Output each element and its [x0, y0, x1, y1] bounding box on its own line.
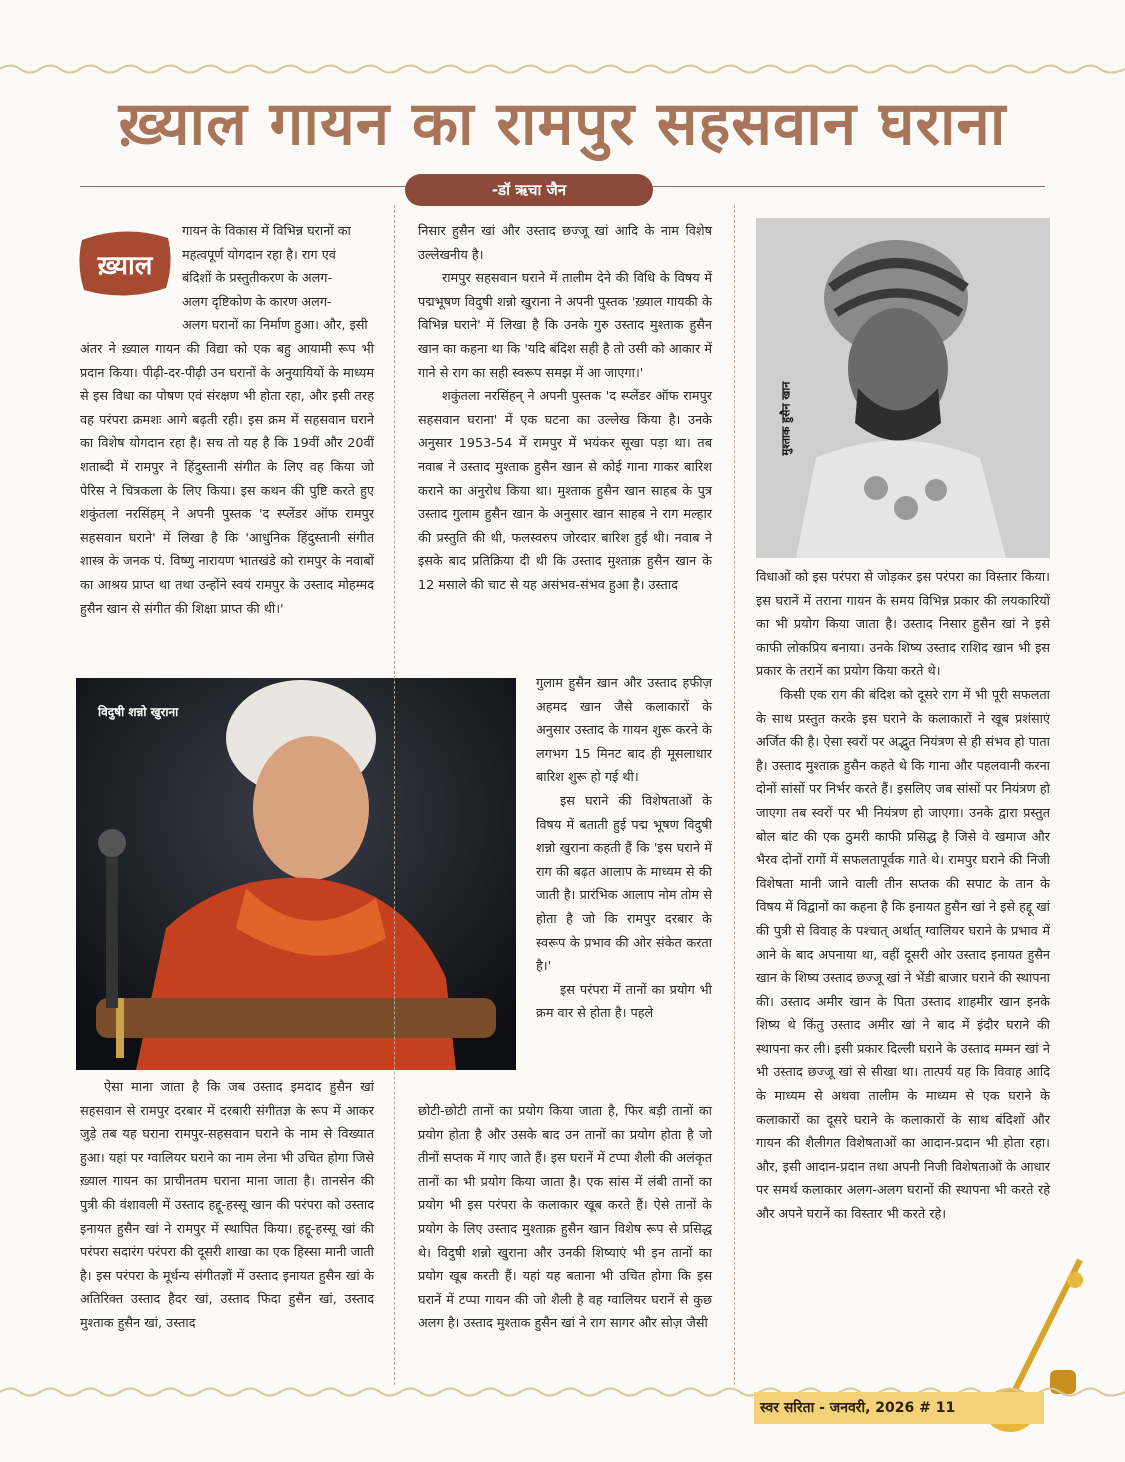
dropcap-wrap-line: बंदिशों के प्रस्तुतीकरण के अलग-: [182, 271, 333, 287]
article-title: ख़्याल गायन का रामपुर सहसवान घराना: [118, 89, 1007, 159]
footer-page-info: स्वर सरिता - जनवरी, 2026 # 11: [760, 1400, 956, 1416]
column-divider: [394, 205, 395, 1385]
paragraph: किसी एक राग की बंदिश को दूसरे राग में भी पूरी सफलता के साथ प्रस्तुत करके इस घराने के कलाकारों ने खूब प्रशंसाएं अर्जित की है। ऐसा स्वरों पर अद्भुत नियंत्रण से ही संभव हो पाता है। उस्ताद मुश्ताक़ हुसैन कहते थे कि गाना और पहलवानी करना दोनों सांसों पर निर्भर करते हैं। इसलिए जब सांसों पर नियंत्रण हो जाएगा तब स्वरों पर भी नियंत्रण हो जाएगा। उनके द्वारा प्रस्तुत बोल बांट की एक ठुमरी काफी प्रसिद्ध है जिसे वे खमाज और भैरव दोनों रागों में सफलतापूर्वक गाते थे। रामपुर घराने की निजी विशेषता मानी जाने वाली तीन सप्तक की सपाट के तान के विषय में विद्वानों का कहना है कि इनायत हुसैन खां ने इसे हद्दू खां की पुत्री से विवाह के पश्चात् अर्थात् ग्वालियर घराने के प्रभाव में आने के बाद अपनाया था, वहीं दूसरी ओर उस्ताद इनायत हुसैन खान के शिष्य उस्ताद छज्जू खां ने भेंडी बाजार घराने की स्थापना की। उस्ताद अमीर खान के पिता उस्ताद शाहमीर खान इनके शिष्य थे किंतु उस्ताद अमीर खां ने बाद में इंदौर घराने की स्थापना कर ली। इसी प्रकार दिल्ली घराने के उस्ताद मम्मन खां ने भी उस्ताद छज्जू खां से सीखा था। तात्पर्य यह कि विवाह आदि के माध्यम से अथवा तालीम के माध्यम से एक घराने के कलाकारों का दूसरे घराने के कलाकारों के साथ बंदिशों और गायन की शैलीगत विशेषताओं का आदान-प्रदान भी होता रहा। और, इसी आदान-प्रदान तथा अपनी निजी विशेषताओं के आधार पर समर्थ कलाकार अलग-अलग घरानों की स्थापना भी करते रहे और अपने घरानें का विस्तार भी करते रहे।: [756, 687, 1050, 1223]
top-wave-border: [0, 62, 1125, 76]
paragraph: इस घराने की विशेषताओं के विषय में बताती हुई पद्म भूषण विदुषी शन्नो खुराना कहती हैं कि 'इस घराने में राग की बढ़त आलाप के माध्यम से की जाती है। प्रारंभिक आलाप नोम तोम से होता है जो कि रामपुर दरबार के स्वरूप के प्रभाव की ओर संकेत करता है।': [536, 793, 712, 975]
paragraph: इस परंपरा में तानों का प्रयोग भी क्रम वार से होता है। पहले: [536, 982, 712, 1022]
column-3: [756, 566, 1050, 1227]
dropcap-wrap-line: अलग घरानों का निर्माण हुआ। और, इसी: [182, 318, 368, 334]
column-2-narrow: [536, 672, 712, 1026]
dropcap-text: ख़्याल: [97, 251, 153, 281]
portrait-illustration: [756, 218, 1050, 558]
paragraph: विधाओं को इस परंपरा से जोड़कर इस परंपरा का विस्तार किया। इस घरानें में तराना गायन के समय विभिन्न प्रकार की लयकारियों का भी प्रयोग किया जाता है। उस्ताद निसार हुसैन खां ने इसे काफी लोकप्रिय बनाया। उनके शिष्य उस्ताद राशिद खान भी इस प्रकार के तरानें का प्रयोग किया करते थे।: [756, 570, 1050, 680]
photo-caption: मुश्ताक हुसैन खान: [779, 381, 793, 456]
paragraph: अंतर ने ख़्याल गायन की विद्या को एक बहु आयामी रूप भी प्रदान किया। पीढ़ी-दर-पीढ़ी उन घरानों के अनुयायियों के माध्यम से इस विधा का पोषण एवं संरक्षण भी होता रहा, और इसी तरह वह परंपरा क्रमशः आगे बढ़ती रही। इस क्रम में सहसवान घराने का विशेष योगदान रहा है। सच तो यह है कि 19वीं और 20वीं शताब्दी में रामपुर ने हिंदुस्तानी संगीत के लिए वह किया जो पेरिस ने चित्रकला के लिए किया। इस कथन की पुष्टि करते हुए शकुंतला नरसिंहम् ने अपनी पुस्तक 'द स्प्लेंडर ऑफ रामपुर सहसवान घराने' में लिखा है कि 'आधुनिक हिंदुस्तानी संगीत शास्त्र के जनक पं. विष्णु नारायण भातखंडे को रामपुर के नवाबों का आश्रय प्राप्त था तथा उन्होंने स्वयं रामपुर के उस्ताद मोहम्मद हुसैन खान से संगीत की शिक्षा प्राप्त की थी।': [80, 341, 374, 617]
dropcap-wrap-line: अलग दृष्टिकोण के कारण अलग-: [182, 294, 332, 310]
paragraph: रामपुर सहसवान घराने में तालीम देने की विधि के विषय में पद्मभूषण विदुषी शन्नो खुराना ने अपनी पुस्तक 'ख़्याल गायकी के विभिन्न घराने' में लिखा है कि उनके गुरु उस्ताद मुश्ताक हुसैन खान का कहना था कि 'यदि बंदिश सही है तो उसी को आकार में गाने से राग का सही स्वरूप समझ में आ जाएगा।': [418, 271, 712, 381]
column-1: [80, 220, 374, 621]
column-2-bottom: [418, 1100, 712, 1336]
paragraph: ऐसा माना जाता है कि जब उस्ताद इमदाद हुसैन खां सहसवान से रामपुर दरबार में दरबारी संगीतज्ञ के रूप में आकर जुड़े तब यह घराना रामपुर-सहसवान घराने के नाम से विख्यात हुआ। यहां पर ग्वालियर घराने का नाम लेना भी उचित होगा जिसे ख़्याल गायन का प्राचीनतम घराना माना जाता है। तानसेन की पुत्री की वंशावली में उस्ताद हद्दू-हस्सू खान की परंपरा को उस्ताद इनायत हुसैन खां ने रामपुर में स्थापित किया। हद्दू-हस्सू खां की परंपरा सदारंग परंपरा की दूसरी शाखा का एक हिस्सा मानी जाती है। इस परंपरा के मूर्धन्य संगीतज्ञों में उस्ताद इनायत हुसैन खां के अतिरिक्त उस्ताद हैदर खां, उस्ताद फिदा हुसैन खां, उस्ताद मुश्ताक हुसैन खां, उस्ताद: [80, 1080, 374, 1331]
column-1-bottom: [80, 1076, 374, 1336]
author-byline: -डॉ ऋचा जैन: [405, 174, 653, 206]
dropcap-wrap-line: महत्वपूर्ण योगदान रहा है। राग एवं: [182, 247, 336, 263]
dropcap-wrap-line: गायन के विकास में विभिन्न घरानों का: [182, 224, 351, 239]
photo-caption: विदुषी शन्नो खुराना: [98, 705, 179, 719]
column-divider: [734, 205, 735, 1385]
photo-mushtaq-hussain-khan: [756, 218, 1050, 558]
paragraph: छोटी-छोटी तानों का प्रयोग किया जाता है, फिर बड़ी तानों का प्रयोग होता है और उसके बाद उन तानों का प्रयोग होता है जो तीनों सप्तक में गाए जाते हैं। इस घरानें में टप्पा शैली की अलंकृत तानों का भी प्रयोग किया जाता है। एक सांस में लंबी तानों का प्रयोग भी इस परंपरा के कलाकार खूब करते हैं। ऐसे तानों के प्रयोग के लिए उस्ताद मुश्ताक़ हुसैन खान विशेष रूप से प्रसिद्ध थे। विदुषी शन्नो खुराना और उनकी शिष्याएं भी इन तानों का प्रयोग खूब करती हैं। यहां यह बताना भी उचित होगा कि इस घरानें में टप्पा गायन की जो शैली है वह ग्वालियर घरानें से कुछ अलग है। उस्ताद मुश्ताक हुसैन खां ने राग सागर और सोज़ जैसी: [418, 1104, 712, 1332]
photo-shanno-khurana: [76, 678, 516, 1070]
paragraph: शकुंतला नरसिंहन् ने अपनी पुस्तक 'द स्प्लेंडर ऑफ रामपुर सहसवान घराना' में एक घटना का उल्लेख किया है। उनके अनुसार 1953-54 में रामपुर में भयंकर सूखा पड़ा था। तब नवाब ने उस्ताद मुश्ताक हुसैन खान से कोई गाना गाकर बारिश कराने का अनुरोध किया था। मुश्ताक हुसैन खान साहब के पुत्र उस्ताद गुलाम हुसैन खान के अनुसार खान साहब ने राग मल्हार की प्रस्तुति की थी, फलस्वरुप जोरदार बारिश हुई थी। नवाब ने इसके बाद प्रतिक्रिया दी थी कि उस्ताद मुश्ताक़ हुसैन खान के 12 मसाले की चाट से यह असंभव-संभव हुआ है। उस्ताद: [418, 389, 712, 593]
portrait-illustration: [76, 678, 516, 1070]
column-2: [418, 220, 712, 598]
paragraph: गुलाम हुसैन खान और उस्ताद हफीज़ अहमद खान जैसे कलाकारों के अनुसार उस्ताद के गायन शुरू करने के लगभग 15 मिनट बाद ही मूसलाधार बारिश शुरू हो गई थी।: [536, 676, 712, 786]
paragraph: निसार हुसैन खां और उस्ताद छज्जू खां आदि के नाम विशेष उल्लेखनीय है।: [418, 224, 712, 263]
